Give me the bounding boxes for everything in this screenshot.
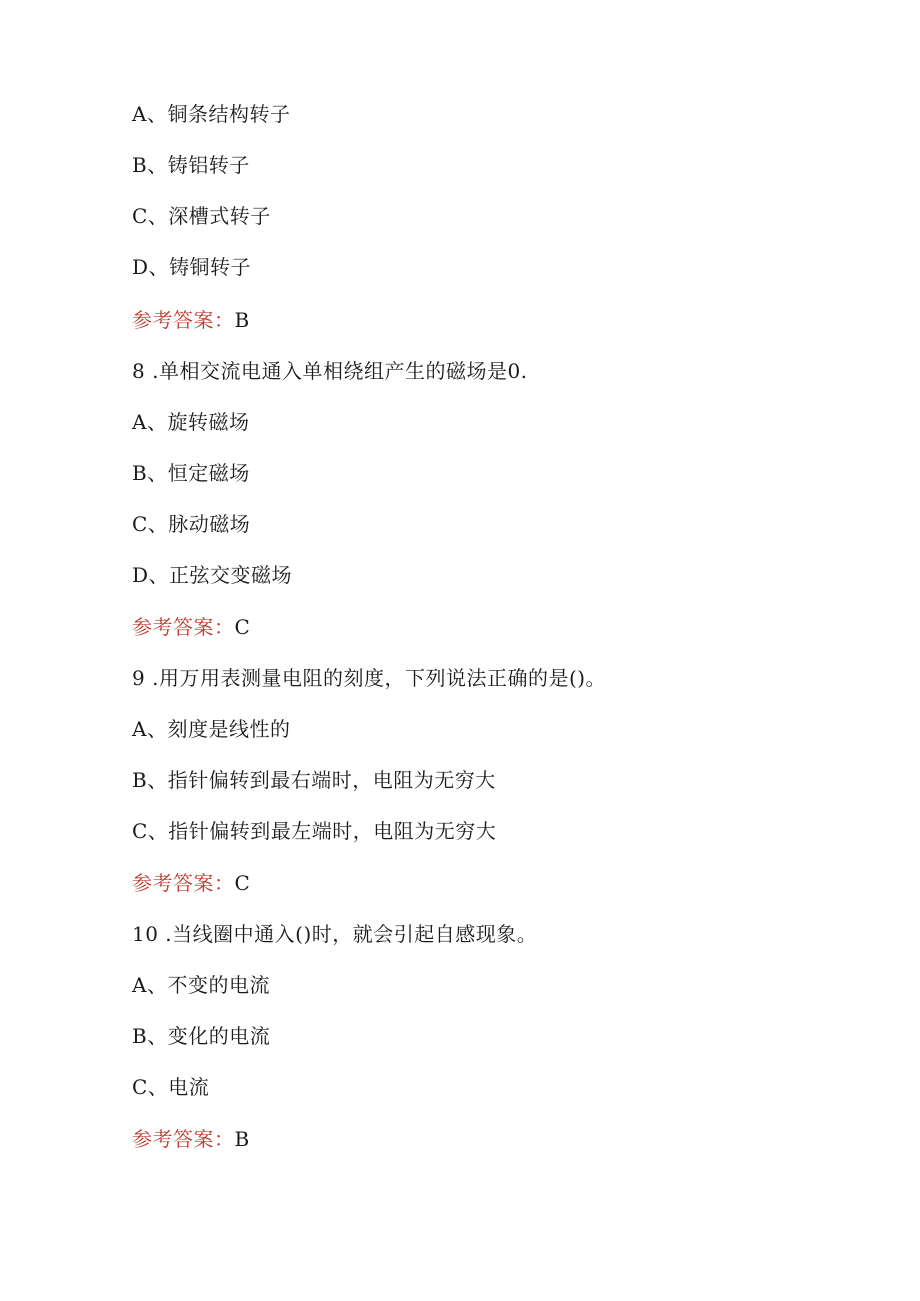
q8-option-b: B、恒定磁场 <box>132 461 250 485</box>
q8-option-a: A、旋转磁场 <box>132 410 250 434</box>
answer-value: C <box>234 615 251 639</box>
q8-answer <box>132 613 250 641</box>
q10-option-b: B、变化的电流 <box>132 1024 271 1048</box>
q10-option-a: A、不变的电流 <box>132 973 270 997</box>
q9-option-c: C、指针偏转到最左端时，电阻为无穷大 <box>132 819 497 843</box>
q7-answer <box>132 306 250 334</box>
q8-question: 8 .单相交流电通入单相绕组产生的磁场是0. <box>132 359 528 383</box>
answer-label: 参考答案： <box>132 615 235 639</box>
answer-value: B <box>234 1127 250 1151</box>
q7-option-d: D、铸铜转子 <box>132 255 252 279</box>
q9-option-a: A、刻度是线性的 <box>132 717 291 741</box>
q8-option-d: D、正弦交变磁场 <box>132 563 293 587</box>
q7-option-c: C、深槽式转子 <box>132 204 271 228</box>
q10-answer <box>132 1125 250 1153</box>
answer-value: C <box>234 871 251 895</box>
q7-option-b: B、铸铝转子 <box>132 153 250 177</box>
q9-option-b: B、指针偏转到最右端时，电阻为无穷大 <box>132 768 496 792</box>
answer-label: 参考答案： <box>132 871 235 895</box>
q10-option-c: C、电流 <box>132 1075 210 1099</box>
answer-value: B <box>234 308 250 332</box>
q10-question: 10 .当线圈中通入()时，就会引起自感现象。 <box>132 922 538 946</box>
q9-answer <box>132 869 250 897</box>
answer-label: 参考答案： <box>132 308 235 332</box>
answer-label: 参考答案： <box>132 1127 235 1151</box>
q7-option-a: A、铜条结构转子 <box>132 102 291 126</box>
q9-question: 9 .用万用表测量电阻的刻度，下列说法正确的是()。 <box>132 666 607 690</box>
q8-option-c: C、脉动磁场 <box>132 512 251 536</box>
